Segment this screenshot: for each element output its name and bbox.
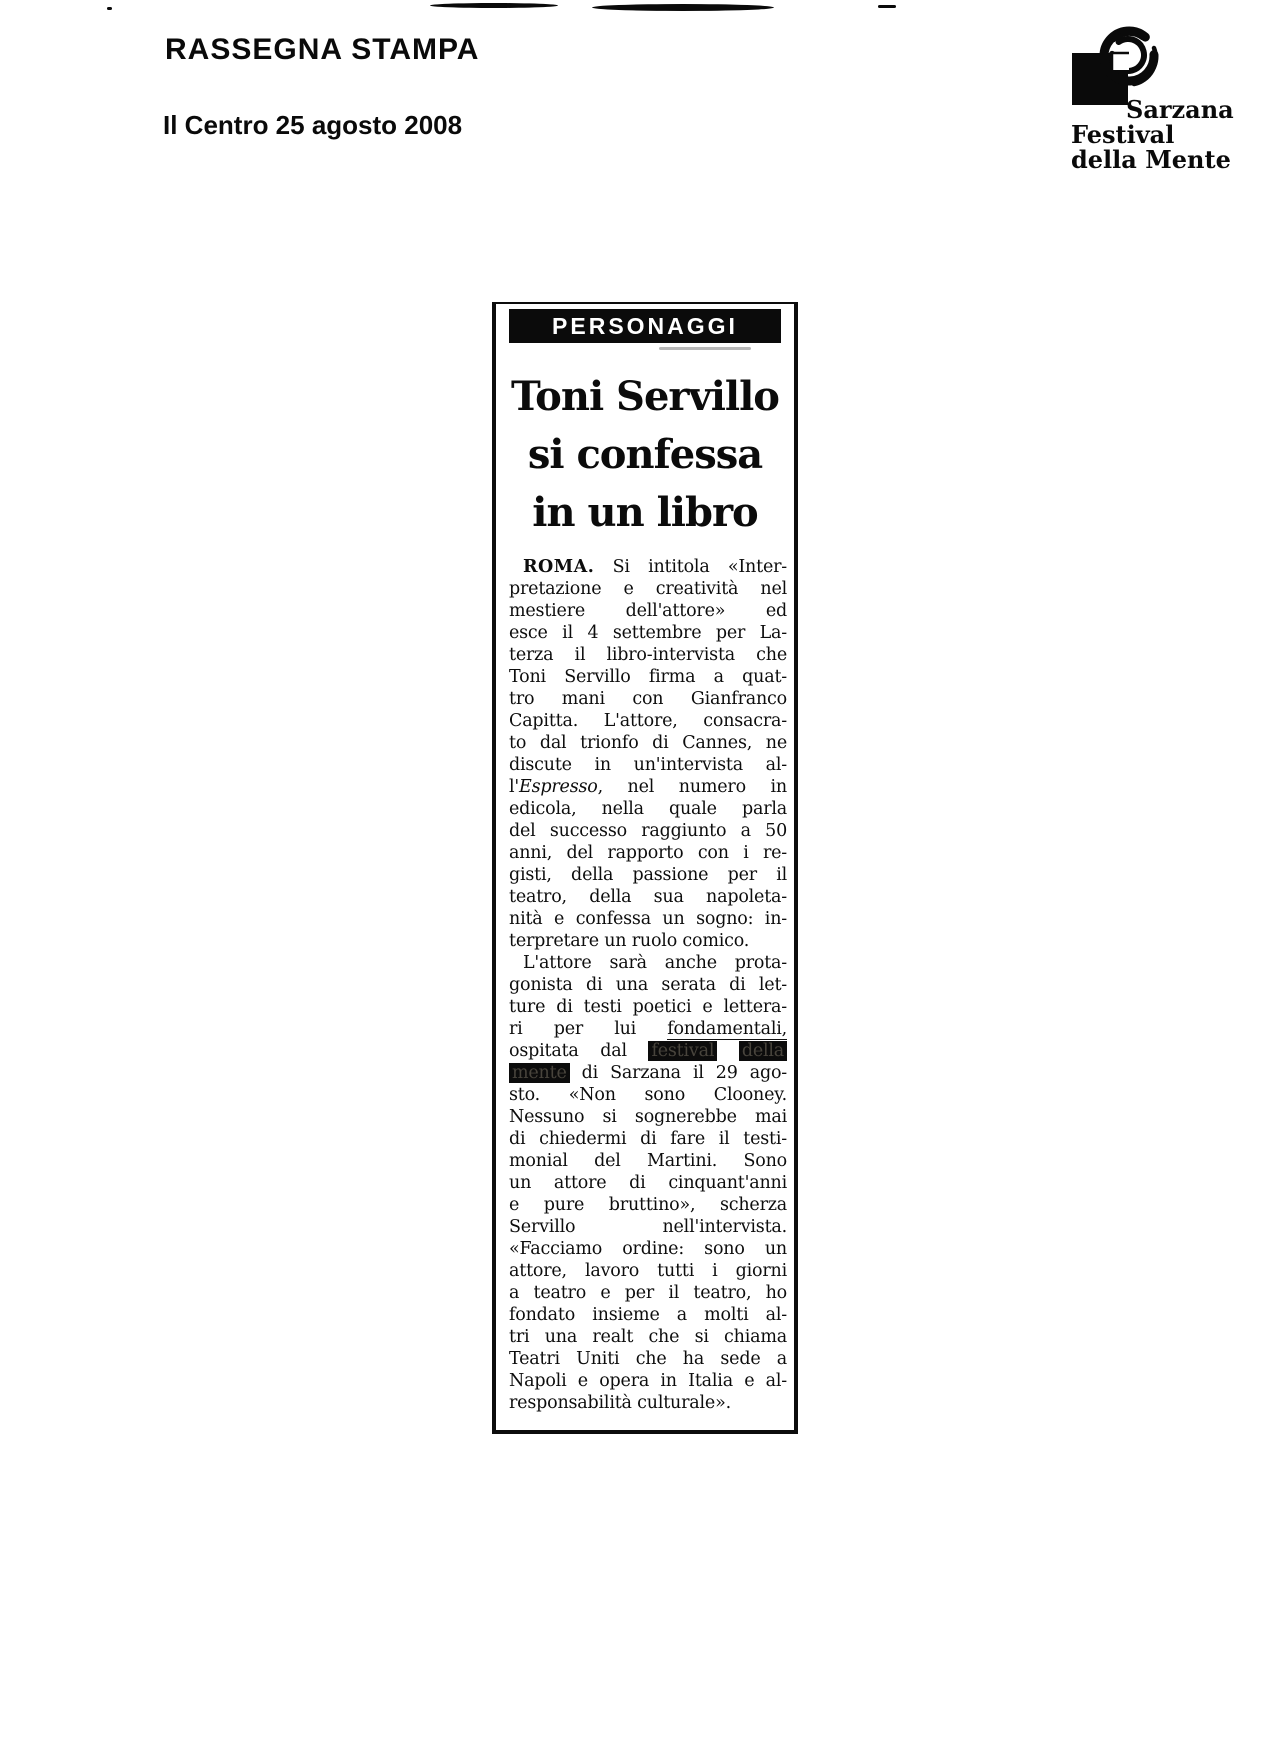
- article-line: [509, 1018, 787, 1040]
- text-segment: nità e confessa un sogno: in-: [509, 909, 787, 929]
- text-segment: di chiedermi di fare il testi-: [509, 1129, 787, 1149]
- article-line: [509, 688, 787, 710]
- text-segment: a teatro e per il teatro, ho: [509, 1283, 787, 1303]
- press-review-title: RASSEGNA STAMPA: [165, 33, 480, 66]
- text-segment: esce il 4 settembre per La-: [509, 623, 787, 643]
- article-line: [509, 1128, 787, 1150]
- article-line: [509, 1084, 787, 1106]
- text-segment: tri una realt che si chiama: [509, 1327, 787, 1347]
- source-date-line: Il Centro 25 agosto 2008: [163, 110, 463, 140]
- scan-artifact-line: [430, 3, 558, 8]
- article-line: [509, 1150, 787, 1172]
- article-line: [509, 1348, 787, 1370]
- article-line: [509, 600, 787, 622]
- article-line: [509, 864, 787, 886]
- article-line: [509, 666, 787, 688]
- headline-line: Toni Servillo: [511, 373, 779, 420]
- article-line: [509, 622, 787, 644]
- article-line: [509, 710, 787, 732]
- article-line: [509, 1172, 787, 1194]
- article-line: [509, 798, 787, 820]
- text-segment: fondato insieme a molti al-: [509, 1305, 787, 1325]
- article-line: [509, 776, 787, 798]
- text-segment: ture di testi poetici e lettera-: [509, 997, 787, 1017]
- text-segment: Nessuno si sognerebbe mai: [509, 1107, 787, 1127]
- text-segment: gonista di una serata di let-: [509, 975, 787, 995]
- article-line: [509, 1238, 787, 1260]
- article-line: [509, 908, 787, 930]
- text-segment: fondamentali,: [667, 1019, 787, 1039]
- article-line: [509, 1260, 787, 1282]
- text-segment: Toni Servillo firma a quat-: [509, 667, 787, 687]
- text-segment: Si intitola «Inter-: [594, 557, 787, 577]
- text-segment: Capitta. L'attore, consacra-: [509, 711, 787, 731]
- scan-artifact-line: [878, 5, 896, 8]
- article-line: [509, 1040, 787, 1062]
- newspaper-clipping: [492, 302, 798, 1434]
- article-line: [509, 732, 787, 754]
- text-segment: [717, 1041, 739, 1061]
- text-segment: un attore di cinquant'anni: [509, 1173, 787, 1193]
- article-line: [509, 556, 787, 578]
- text-segment: , nel numero in: [597, 777, 787, 797]
- article-line: [509, 1392, 787, 1414]
- article-line: [509, 886, 787, 908]
- article-line: [509, 842, 787, 864]
- article-line: [509, 754, 787, 776]
- article-line: [509, 930, 787, 952]
- logo-mente-label: della Mente: [1071, 145, 1231, 174]
- text-segment: responsabilità culturale».: [509, 1393, 731, 1413]
- kicker-label: PERSONAGGI: [552, 313, 738, 339]
- text-segment: discute in un'intervista al-: [509, 755, 787, 775]
- text-segment: sto. «Non sono Clooney.: [509, 1085, 787, 1105]
- article-line: [509, 1062, 787, 1084]
- text-segment: to dal trionfo di Cannes, ne: [509, 733, 787, 753]
- text-segment: del successo raggiunto a 50: [509, 821, 787, 841]
- text-segment: Servillo nell'intervista.: [509, 1217, 787, 1237]
- article-line: [509, 996, 787, 1018]
- text-segment: ospitata dal: [509, 1041, 649, 1061]
- highlighted-word: mente: [509, 1063, 570, 1083]
- article-line: [509, 820, 787, 842]
- scan-artifact-line: [592, 4, 774, 11]
- text-segment: ri per lui: [509, 1019, 668, 1039]
- headline-line: si confessa: [527, 431, 763, 478]
- text-segment: mestiere dell'attore» ed: [509, 601, 787, 621]
- text-segment: edicola, nella quale parla: [509, 799, 787, 819]
- article-line: [509, 952, 787, 974]
- text-segment: anni, del rapporto con i re-: [509, 843, 787, 863]
- text-segment: monial del Martini. Sono: [509, 1151, 787, 1171]
- article-headline: [496, 368, 794, 542]
- scan-artifact-dot: [107, 7, 112, 10]
- text-segment: terpretare un ruolo comico.: [509, 931, 750, 951]
- text-segment: l': [509, 777, 520, 797]
- highlighted-word: festival: [648, 1041, 717, 1061]
- logo-city-label: Sarzana: [1126, 95, 1234, 124]
- text-segment: Espresso: [519, 777, 598, 797]
- festival-della-mente-logo: [1060, 22, 1240, 174]
- text-segment: ROMA.: [523, 557, 595, 577]
- highlighted-word: della: [739, 1041, 787, 1061]
- article-body: [509, 556, 787, 1414]
- article-line: [509, 974, 787, 996]
- text-segment: di Sarzana il 29 ago-: [569, 1063, 787, 1083]
- article-line: [509, 1106, 787, 1128]
- logo-festival-label: Festival: [1071, 120, 1175, 149]
- text-segment: gisti, della passione per il: [509, 865, 787, 885]
- text-segment: Napoli e opera in Italia e al-: [509, 1371, 787, 1391]
- scan-smudge: [659, 347, 751, 350]
- text-segment: Teatri Uniti che ha sede a: [509, 1349, 787, 1369]
- text-segment: teatro, della sua napoleta-: [509, 887, 787, 907]
- article-line: [509, 1216, 787, 1238]
- text-segment: pretazione e creatività nel: [509, 579, 787, 599]
- article-line: [509, 1194, 787, 1216]
- article-line: [509, 1282, 787, 1304]
- article-line: [509, 1326, 787, 1348]
- kicker-bar: [509, 309, 781, 343]
- text-segment: terza il libro-intervista che: [509, 645, 787, 665]
- text-segment: e pure bruttino», scherza: [509, 1195, 787, 1215]
- text-segment: tro mani con Gianfranco: [509, 689, 787, 709]
- headline-line: in un libro: [532, 489, 758, 536]
- text-segment: attore, lavoro tutti i giorni: [509, 1261, 787, 1281]
- text-segment: «Facciamo ordine: sono un: [509, 1239, 787, 1259]
- article-line: [509, 644, 787, 666]
- article-line: [509, 578, 787, 600]
- article-line: [509, 1304, 787, 1326]
- text-segment: L'attore sarà anche prota-: [523, 953, 787, 973]
- article-line: [509, 1370, 787, 1392]
